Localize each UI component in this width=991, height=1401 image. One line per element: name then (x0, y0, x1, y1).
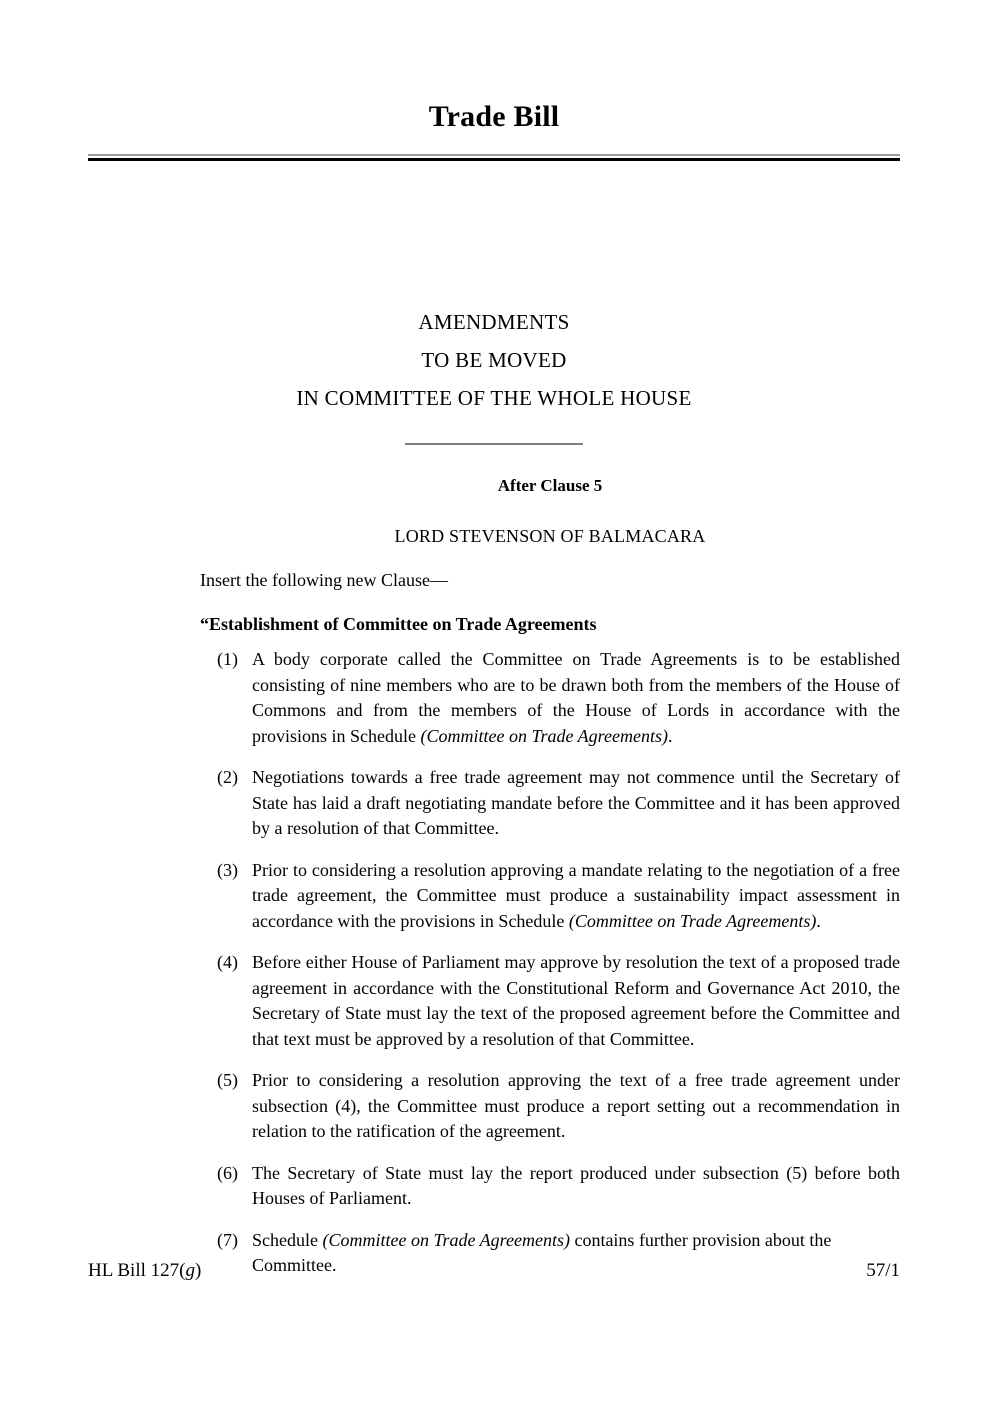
heading-line-amendments: AMENDMENTS (418, 310, 570, 334)
subsection-number: (6) (217, 1162, 238, 1183)
page-title: Trade Bill (428, 100, 560, 133)
subsection-text-run: The Secretary of State must lay the report produced under subsection (5) before both Houses of Parliament. (252, 1162, 900, 1208)
subsection-text-run: Before either House of Parliament may approve by resolution the text of a proposed trade agreement in accordance with the Constitutional Reform and Governance Act 2010, the Secretary of State must lay the text of the proposed agreement before the Committee and that text must be approved by a resolution of that Committee. (252, 952, 900, 1049)
subsection-item (200, 1068, 900, 1145)
subsection-number: (1) (217, 649, 238, 669)
page-footer (88, 1258, 900, 1284)
subsection-item (200, 1161, 900, 1212)
subsection-text (252, 765, 900, 842)
subsection-text-run: Negotiations towards a free trade agreement may not commence until the Secretary of State has laid a draft negotiating mandate before the Committee and it has been approved by a resolution of that Committee. (252, 767, 900, 838)
bill-number (88, 1258, 201, 1284)
heading-separator (88, 443, 900, 445)
new-clause-title: “Establishment of Committee on Trade Agreements (200, 614, 597, 634)
subsection-text (252, 1161, 900, 1212)
subsection-text-run: A body corporate called the Committee on Trade Agreements is to be established consisting of nine members who are to be drawn both from the members of the House of Commons and from the members of the House of Lords in accordance with the provisions in Schedule (252, 649, 900, 746)
subsection-text (252, 858, 900, 935)
schedule-reference: (Committee on Trade Agreements) (568, 910, 817, 931)
amendment-content (200, 473, 900, 1279)
subsection-text-run: . (816, 910, 821, 931)
subsection-item (200, 647, 900, 749)
subsection-text-run: contains further provision about the Committee. (252, 1229, 832, 1275)
subsection-list (200, 647, 900, 1279)
document-heading-block (88, 303, 900, 445)
heading-separator-line (405, 443, 583, 445)
subsection-text-run: Prior to considering a resolution approving the text of a free trade agreement under subsection (4), the Committee must produce a report setting out a recommendation in relation to the ratification of the agreement. (252, 1070, 900, 1141)
subsection-text-run: Schedule (252, 1229, 323, 1250)
schedule-reference: (Committee on Trade Agreements) (322, 1229, 570, 1250)
subsection-item (200, 858, 900, 935)
title-divider-thick-line (88, 158, 900, 161)
subsection-text (252, 1068, 900, 1145)
subsection-text (252, 950, 900, 1052)
subsection-number: (2) (217, 767, 238, 787)
title-divider (88, 154, 900, 161)
subsection-text-run: Prior to considering a resolution approving a mandate relating to the negotiation of a free trade agreement, the Committee must produce a sustainability impact assessment in accordance with the provisions in Schedule (252, 859, 900, 931)
subsection-item (200, 765, 900, 842)
subsection-number: (7) (217, 1229, 238, 1250)
clause-reference: After Clause 5 (497, 476, 603, 495)
insert-instruction: Insert the following new Clause— (200, 570, 448, 590)
subsection-number: (3) (217, 859, 238, 880)
heading-line-in-committee: IN COMMITTEE OF THE WHOLE HOUSE (296, 386, 692, 410)
subsection-number: (4) (217, 952, 238, 972)
subsection-text (252, 647, 900, 749)
bill-number-letter: g (185, 1260, 195, 1281)
schedule-reference: (Committee on Trade Agreements) (420, 725, 668, 746)
heading-line-to-be-moved: TO BE MOVED (421, 348, 567, 372)
subsection-number: (5) (217, 1070, 238, 1090)
page-number: 57/1 (866, 1260, 900, 1281)
masthead (88, 100, 900, 161)
member-name: LORD STEVENSON OF BALMACARA (394, 526, 706, 546)
bill-number-suffix: ) (194, 1260, 202, 1281)
subsection-item (200, 950, 900, 1052)
bill-number-prefix: HL Bill 127( (88, 1260, 186, 1281)
subsection-text-run: . (667, 725, 673, 746)
